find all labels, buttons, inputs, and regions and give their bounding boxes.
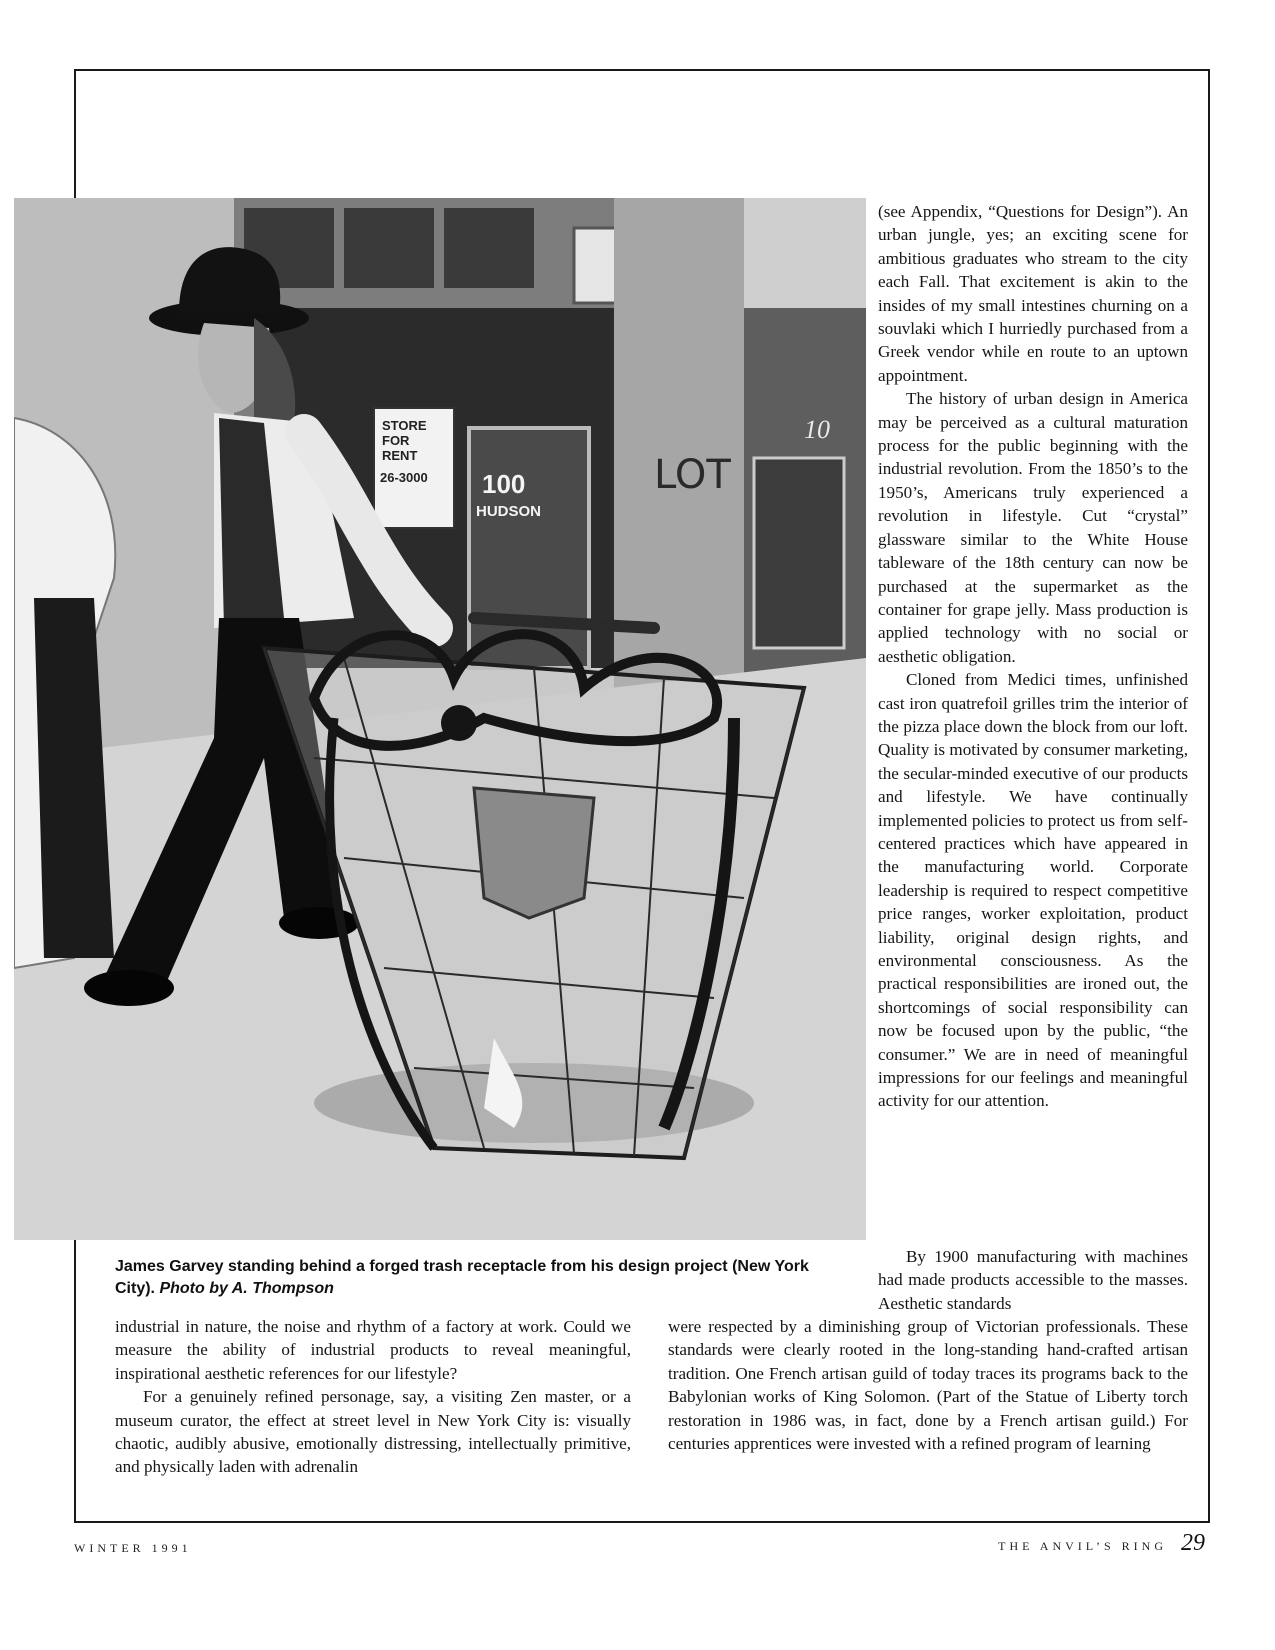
paragraph: The history of urban design in America may be perceived as a cultural maturation process for the public beginning with the industrial revolution. From the 1850’s to the 1950’s, Americans truly experienced a revolution in lifestyle. Cut “crystal” glassware similar to the White House tableware of the 18th century can now be purchased at the supermarket as the container for grape jelly. Mass production is applied technology with no social or aesthetic obligation. — [878, 389, 1188, 666]
sign-line: RENT — [382, 448, 418, 463]
photograph — [14, 198, 866, 1240]
caption-text: James Garvey standing behind a forged trash receptacle from his design project (New York City). — [115, 1258, 809, 1297]
sign-line: FOR — [382, 433, 410, 448]
paragraph: By 1900 manufacturing with machines had made products accessible to the masses. Aesthetic standards — [878, 1247, 1188, 1313]
paragraph: Cloned from Medici times, unfinished cast iron quatrefoil grilles trim the interior of the pizza place down the block from our loft. Quality is motivated by consumer marketing, the secular-minded executive of our products and lifestyle. We have continually implemented policies to protect us from self-centered practices which have appeared in the manufacturing world. Corporate leadership is required to respect competitive price ranges, worker exploitation, product liability, original design rights, and environmental consciousness. As the practical responsibilities are ironed out, the shortcomings of social responsibility can now be focused upon by the public, “the consumer.” We are in need of meaningful impressions for our feelings and meaningful activity for our attention. — [878, 670, 1188, 1111]
address-street: HUDSON — [476, 503, 542, 520]
paragraph: were respected by a diminishing group of Victorian professionals. These standards were clearly rooted in the long-standing hand-crafted artisan tradition. One French artisan guild of today traces its programs back to the Babylonian works of King Solomon. (Part of the Statue of Liberty torch restoration in 1986 was, in fact, done by a French artisan guild.) For centuries apprentices were invested with a refined program of learning — [668, 1317, 1188, 1454]
sign-line: STORE — [382, 418, 427, 433]
shoe — [84, 970, 174, 1006]
graffiti: LOT — [654, 452, 731, 498]
sign-line: 26-3000 — [380, 470, 428, 485]
bottom-left-column — [115, 1315, 631, 1479]
paragraph: For a genuinely refined personage, say, a visiting Zen master, or a museum curator, the effect at street level in New York City is: visually chaotic, audibly abusive, emotionally distressing, intellectually primitive, and physically laden with adrenalin — [115, 1387, 631, 1477]
photo-credit: Photo by A. Thompson — [159, 1280, 334, 1297]
paragraph: industrial in nature, the noise and rhythm of a factory at work. Could we measure the ability of industrial products to reveal meaningful, inspirational aesthetic references for our lifestyle? — [115, 1317, 631, 1383]
right-column — [878, 200, 1188, 1113]
address-number: 100 — [482, 469, 526, 499]
bottom-right-column — [668, 1315, 1188, 1455]
liner-shield — [474, 788, 594, 918]
right-column-continuation — [878, 1245, 1188, 1315]
paragraph: (see Appendix, “Questions for Design”). An urban jungle, yes; an exciting scene for ambitious graduates who stream to the city each Fall. That excitement is akin to the insides of my small intestines churning on a souvlaki which I hurriedly purchased from a Greek vendor while en route to an uptown appointment. — [878, 202, 1188, 385]
building-number: 10 — [804, 415, 830, 444]
running-footer — [998, 1530, 1205, 1557]
page-number: 29 — [1181, 1530, 1205, 1556]
photo-caption — [115, 1256, 835, 1300]
magazine-title: THE ANVIL’S RING — [998, 1539, 1167, 1553]
issue-label: WINTER 1991 — [74, 1541, 192, 1555]
